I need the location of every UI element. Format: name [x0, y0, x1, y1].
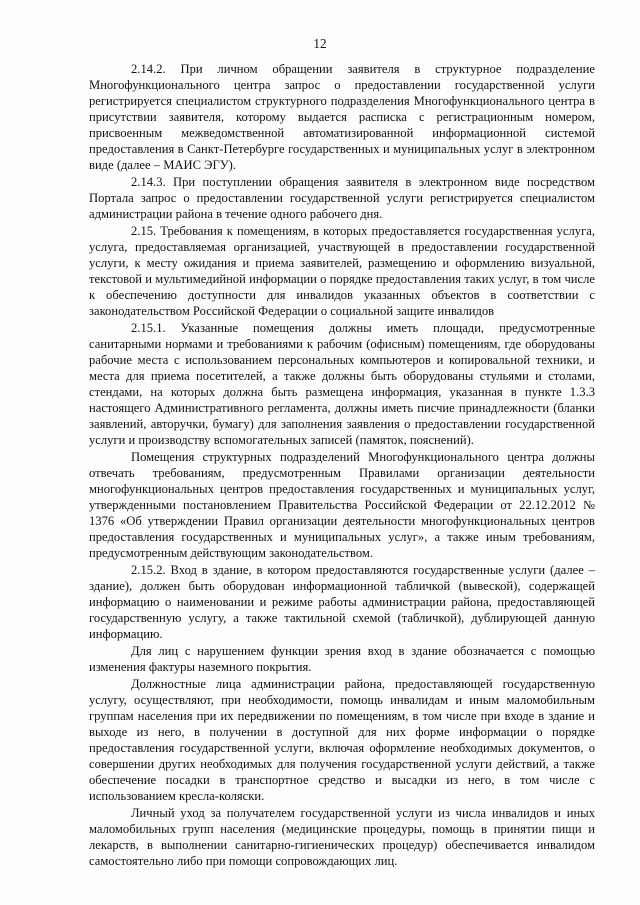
- paragraph-officials-assistance: Должностные лица администрации района, предоставляющей государственную услугу, осуществляют, при необходимости, помощь инвалидам и иным маломобильным группам населения при их передвижении по помещениям, в том числе при входе в здание и выходе из него, в получении в доступной для них форме информации о порядке предоставления государственной услуги, включая оформление необходимых документов, о совершении других необходимых для получения государственной услуги действий, а также обеспечение посадки в транспортное средство и высадки из него, в том числе с использованием кресла-коляски.: [89, 677, 595, 803]
- paragraph-2-14-2: 2.14.2. При личном обращении заявителя в структурное подразделение Многофункционального центра запрос о предоставлении государственной услуги регистрируется специалистом структурного подразделения Многофункционального центра в присутствии заявителя, которому выдается расписка с регистрационным номером, присвоенным межведомственной автоматизированной информационной системой предоставления в Санкт-Петербурге государственных и муниципальных услуг в электронном виде (далее – МАИС ЭГУ).: [89, 62, 595, 172]
- paragraph-2-15: 2.15. Требования к помещениям, в которых предоставляется государственная услуга, услуга, предоставляемая организацией, участвующей в предоставлении государственной услуги, к месту ожидания и приема заявителей, размещению и оформлению визуальной, текстовой и мультимедийной информации о порядке предоставления таких услуг, в том числе к обеспечению доступности для инвалидов указанных объектов в соответствии с законодательством Российской Федерации о социальной защите инвалидов: [89, 224, 595, 318]
- paragraph-personal-care: Личный уход за получателем государственной услуги из числа инвалидов и иных маломобильных групп населения (медицинские процедуры, помощь в принятии пищи и лекарств, в выполнении санитарно-гигиенических процедур) обеспечивается инвалидом самостоятельно либо при помощи сопровождающих лиц.: [89, 806, 595, 868]
- paragraph-2-14-3: 2.14.3. При поступлении обращения заявителя в электронном виде посредством Портала запрос о предоставлении государственной услуги регистрируется специалистом администрации района в течение одного рабочего дня.: [89, 175, 595, 221]
- paragraph-2-15-2: 2.15.2. Вход в здание, в котором предоставляются государственные услуги (далее – здание), должен быть оборудован информационной табличкой (вывеской), содержащей информацию о наименовании и режиме работы администрации района, предоставляющей государственную услугу, а также тактильной схемой (табличкой), дублирующей данную информацию.: [89, 563, 595, 641]
- page-number: 12: [313, 36, 327, 51]
- document-body: [89, 61, 595, 870]
- paragraph-mfc-premises: Помещения структурных подразделений Многофункционального центра должны отвечать требованиям, предусмотренным Правилами организации деятельности многофункциональных центров предоставления государственных и муниципальных услуг, утвержденными постановлением Правительства Российской Федерации от 22.12.2012 № 1376 «Об утверждении Правил организации деятельности многофункциональных центров предоставления государственных и муниципальных услуг», а также иным требованиям, предусмотренным действующим законодательством.: [89, 450, 595, 560]
- paragraph-2-15-1: 2.15.1. Указанные помещения должны иметь площади, предусмотренные санитарными нормами и требованиями к рабочим (офисным) помещениям, где оборудованы рабочие места с использованием персональных компьютеров и копировальной техники, и места для приема посетителей, а также должны быть оборудованы стульями и столами, стендами, на которых должна быть размещена информация, указанная в пункте 1.3.3 настоящего Административного регламента, должны иметь писчие принадлежности (бланки заявлений, авторучки, бумагу) для заполнения заявления о предоставлении государственной услуги и производству вспомогательных записей (памяток, пояснений).: [89, 321, 595, 447]
- paragraph-vision-impaired: Для лиц с нарушением функции зрения вход в здание обозначается с помощью изменения фактуры наземного покрытия.: [89, 644, 595, 674]
